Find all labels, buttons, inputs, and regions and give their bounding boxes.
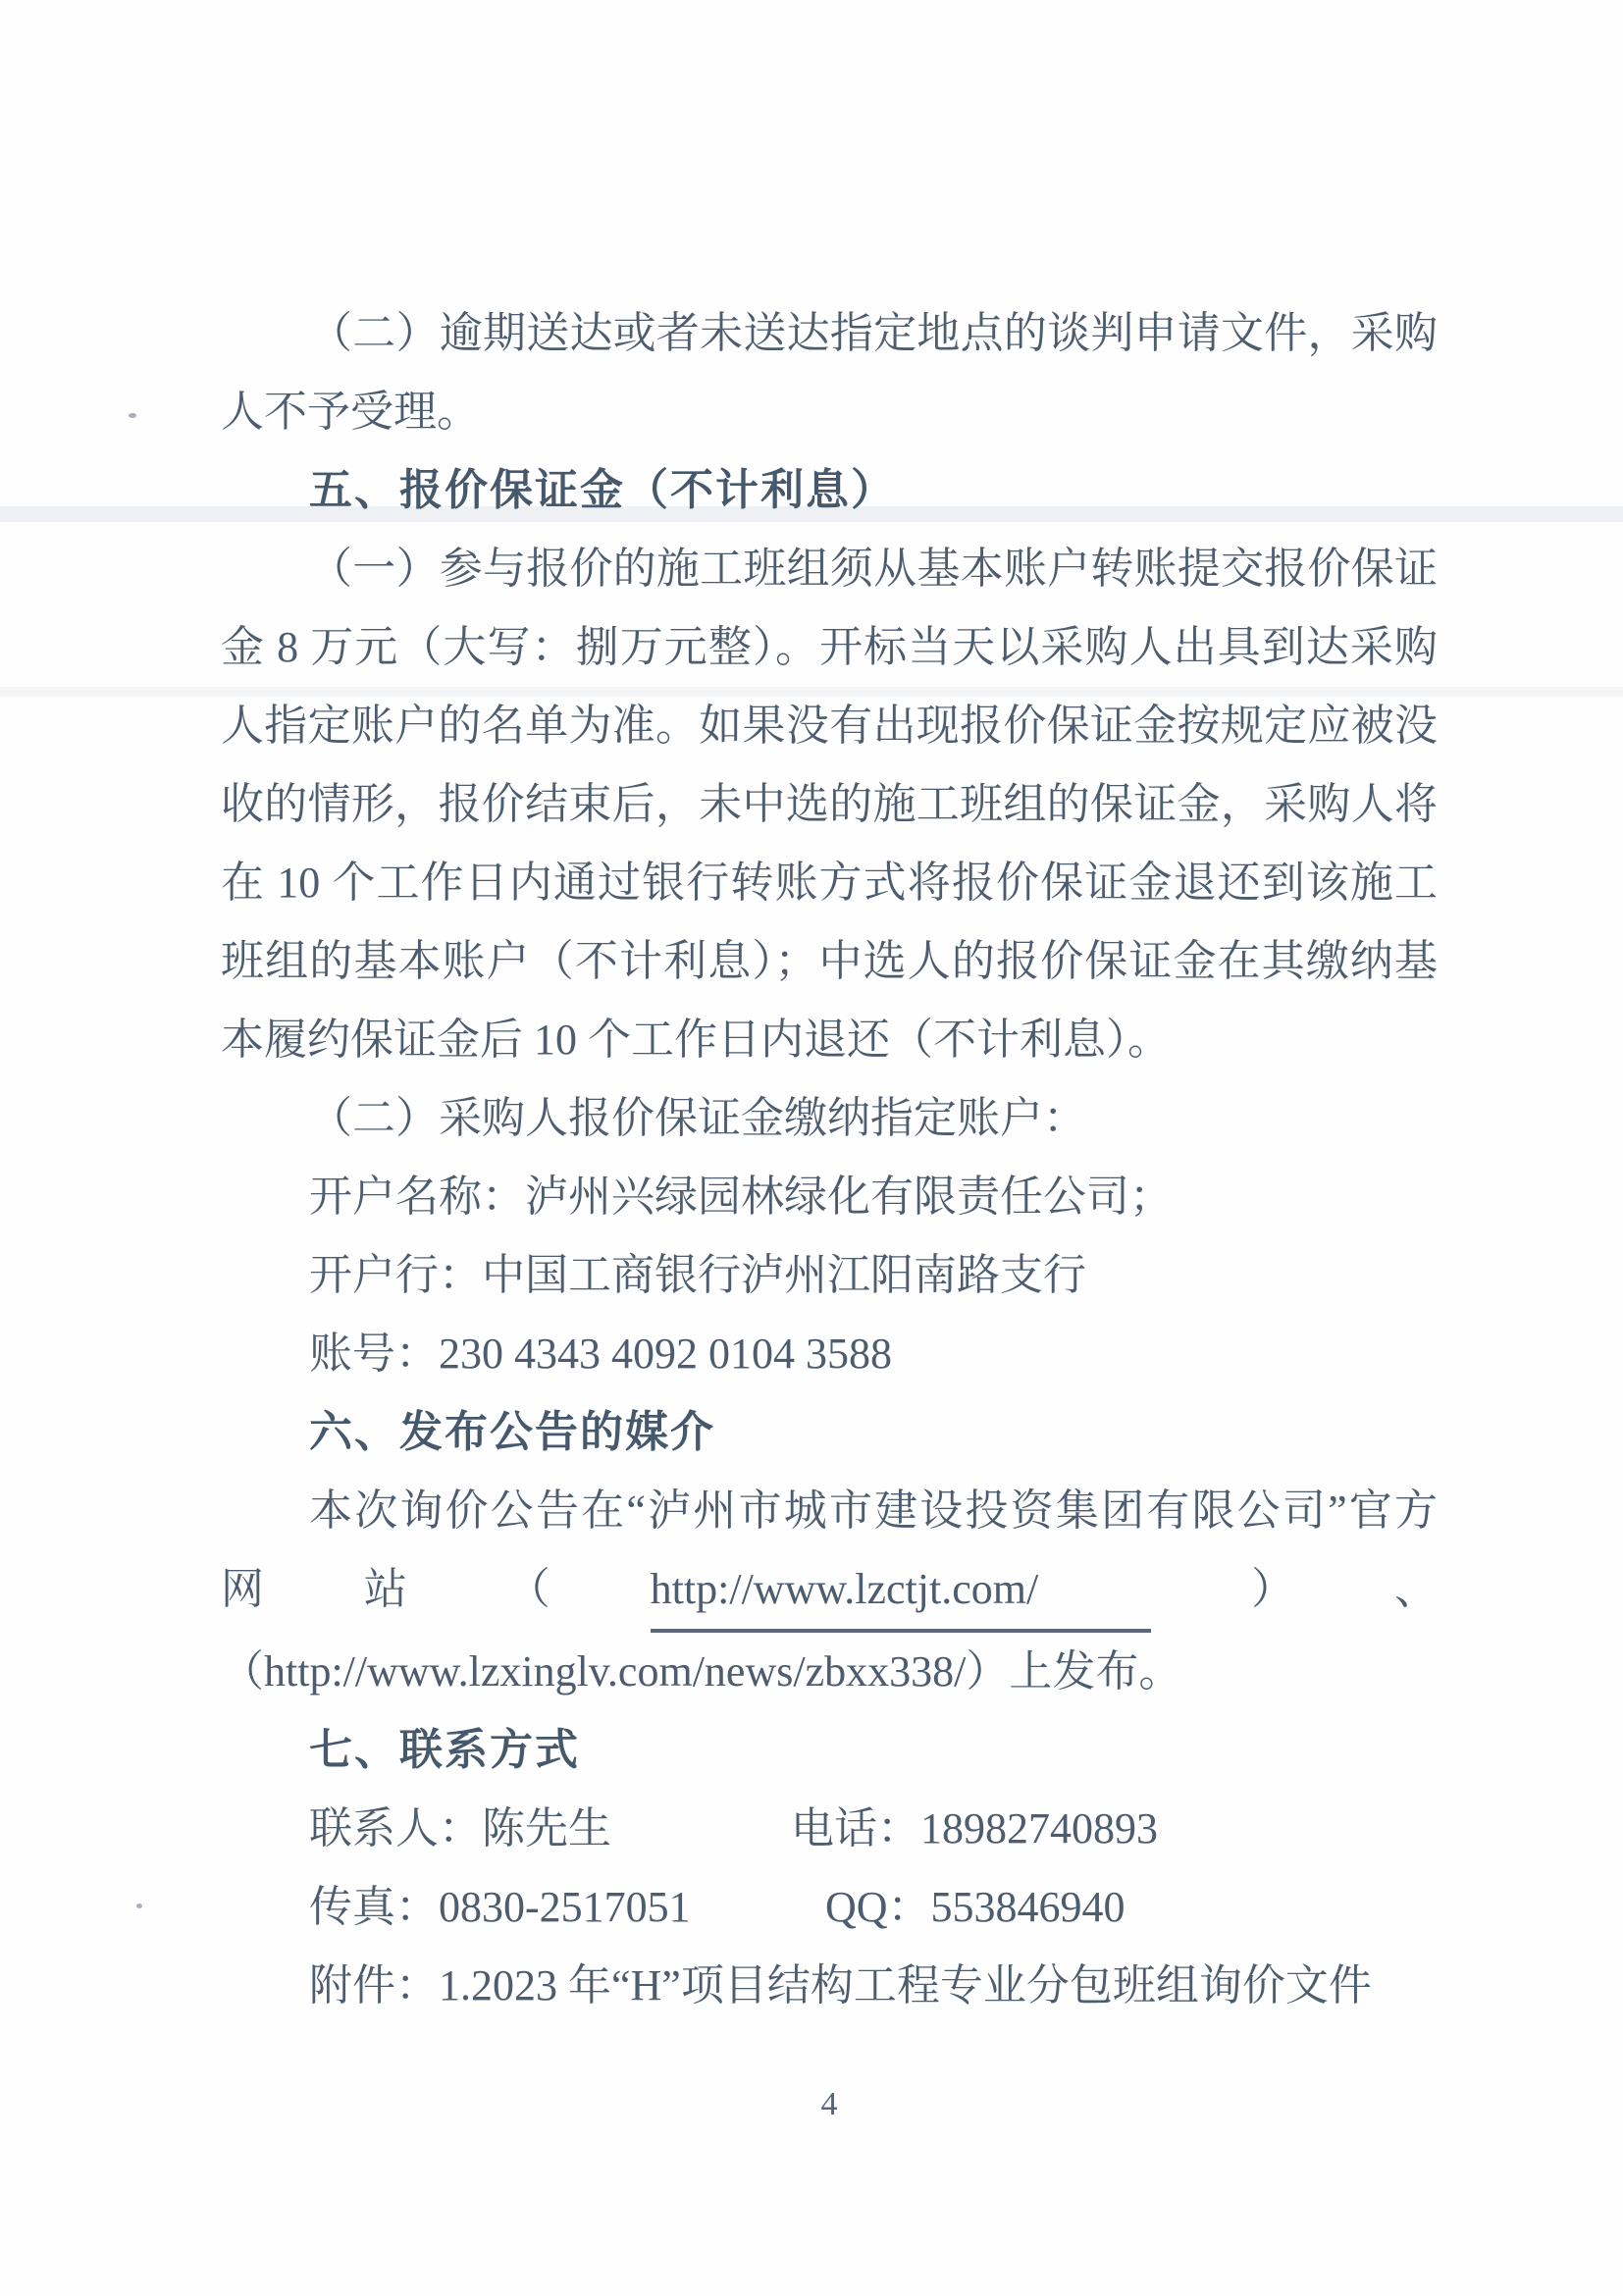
paragraph-line: （二）采购人报价保证金缴纳指定账户： bbox=[309, 1094, 1086, 1142]
contact-row bbox=[221, 1790, 1438, 1868]
section-heading-6: 六、发布公告的媒介 bbox=[309, 1408, 715, 1456]
url-link-lzxinglv-line: （http://www.lzxinglv.com/news/zbxx338/）上发布。 bbox=[221, 1647, 1182, 1696]
paragraph-line: 收的情形，报价结束后，未中选的施工班组的保证金，采购人将 bbox=[221, 780, 1438, 828]
paragraph-line: 人不予受理。 bbox=[221, 388, 480, 436]
contact-phone: 电话：18982740893 bbox=[791, 1804, 1158, 1852]
fax-number: 传真：0830-2517051 bbox=[309, 1883, 691, 1931]
enumeration-comma: 、 bbox=[1393, 1565, 1438, 1613]
qq-number: QQ：553846940 bbox=[825, 1883, 1126, 1931]
paragraph-line: 本履约保证金后 10 个工作日内退还（不计利息）。 bbox=[221, 1016, 1171, 1064]
paragraph-line: 班组的基本账户（不计利息）；中选人的报价保证金在其缴纳基 bbox=[221, 937, 1438, 985]
fax-qq-row bbox=[221, 1868, 1438, 1947]
paragraph-line: （二）逾期送达或者未送达指定地点的谈判申请文件，采购 bbox=[309, 309, 1438, 357]
paragraph-line: 金 8 万元（大写：捌万元整）。开标当天以采购人出具到达采购 bbox=[221, 623, 1438, 671]
section-heading-7: 七、联系方式 bbox=[309, 1726, 580, 1774]
paragraph-line: （一）参与报价的施工班组须从基本账户转账提交报价保证 bbox=[309, 545, 1438, 593]
attachment-line: 附件：1.2023 年“H”项目结构工程专业分包班组询价文件 bbox=[309, 1961, 1372, 2009]
website-word-2: 站 bbox=[363, 1565, 407, 1613]
account-name-line: 开户名称：泸州兴绿园林绿化有限责任公司； bbox=[309, 1173, 1173, 1221]
page-number: 4 bbox=[820, 2086, 838, 2122]
website-line bbox=[221, 1550, 1438, 1633]
document-body bbox=[221, 294, 1438, 2025]
contact-person: 联系人：陈先生 bbox=[309, 1804, 611, 1852]
website-word-1: 网 bbox=[221, 1565, 264, 1613]
close-paren: ） bbox=[1251, 1565, 1295, 1613]
url-link-lzctjt: http://www.lzctjt.com/ bbox=[651, 1550, 1152, 1633]
paragraph-line: 人指定账户的名单为准。如果没有出现报价保证金按规定应被没 bbox=[221, 702, 1438, 750]
paragraph-line: 本次询价公告在“泸州市城市建设投资集团有限公司”官方 bbox=[309, 1487, 1438, 1535]
scan-speck bbox=[129, 413, 136, 418]
section-heading-5: 五、报价保证金（不计利息） bbox=[309, 466, 896, 514]
open-paren: （ bbox=[506, 1565, 550, 1613]
paragraph-line: 在 10 个工作日内通过银行转账方式将报价保证金退还到该施工 bbox=[221, 859, 1438, 907]
scan-speck bbox=[136, 1904, 142, 1908]
bank-branch-line: 开户行：中国工商银行泸州江阳南路支行 bbox=[309, 1251, 1086, 1299]
account-number-line: 账号：230 4343 4092 0104 3588 bbox=[309, 1330, 892, 1378]
